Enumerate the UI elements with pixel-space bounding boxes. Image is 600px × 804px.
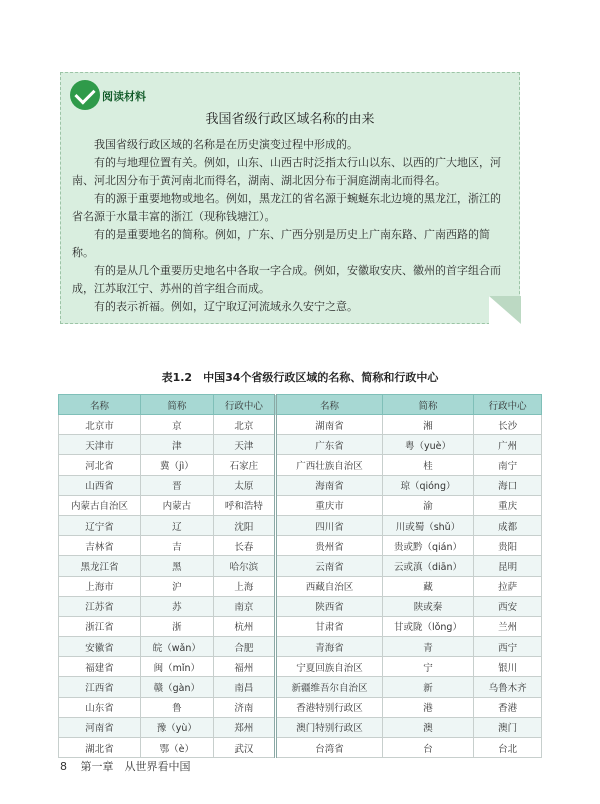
table-header-row <box>59 395 542 415</box>
cell-name: 青海省 <box>276 637 382 657</box>
cell-capital: 重庆 <box>474 495 542 515</box>
cell-capital: 石家庄 <box>213 455 276 475</box>
cell-name: 澳门特别行政区 <box>276 717 382 737</box>
cell-abbr: 吉 <box>141 536 213 556</box>
cell-abbr: 京 <box>141 415 213 435</box>
cell-abbr: 云或滇（diān） <box>382 556 474 576</box>
cell-abbr: 宁 <box>382 657 474 677</box>
cell-abbr: 沪 <box>141 576 213 596</box>
table-row <box>59 637 542 657</box>
cell-name: 台湾省 <box>276 738 382 758</box>
cell-capital: 南昌 <box>213 677 276 697</box>
cell-capital: 南京 <box>213 596 276 616</box>
cell-abbr: 内蒙古 <box>141 495 213 515</box>
cell-name: 重庆市 <box>276 495 382 515</box>
cell-abbr: 琼（qióng） <box>382 475 474 495</box>
cell-capital: 济南 <box>213 697 276 717</box>
cell-capital: 广州 <box>474 435 542 455</box>
cell-name: 湖南省 <box>276 415 382 435</box>
table-row <box>59 616 542 636</box>
cell-abbr: 港 <box>382 697 474 717</box>
cell-name: 四川省 <box>276 515 382 535</box>
cell-capital: 上海 <box>213 576 276 596</box>
cell-abbr: 粤（yuè） <box>382 435 474 455</box>
cell-abbr: 藏 <box>382 576 474 596</box>
cell-capital: 天津 <box>213 435 276 455</box>
cell-name: 天津市 <box>59 435 141 455</box>
reading-title: 我国省级行政区域名称的由来 <box>205 112 375 127</box>
cell-capital: 南宁 <box>474 455 542 475</box>
page-footer <box>60 758 191 774</box>
cell-capital: 成都 <box>474 515 542 535</box>
table-row <box>59 415 542 435</box>
cell-name: 河北省 <box>59 455 141 475</box>
table-caption: 表1.2 中国34个省级行政区域的名称、简称和行政中心 <box>161 371 439 384</box>
cell-name: 西藏自治区 <box>276 576 382 596</box>
header-name: 名称 <box>276 395 382 415</box>
cell-capital: 福州 <box>213 657 276 677</box>
cell-capital: 兰州 <box>474 616 542 636</box>
cell-name: 江西省 <box>59 677 141 697</box>
cell-name: 广东省 <box>276 435 382 455</box>
cell-capital: 拉萨 <box>474 576 542 596</box>
table-row <box>59 475 542 495</box>
cell-abbr: 渝 <box>382 495 474 515</box>
reading-paragraph: 有的表示祈福。例如，辽宁取辽河流域永久安宁之意。 <box>94 300 358 313</box>
header-name: 名称 <box>59 395 141 415</box>
cell-abbr: 鄂（è） <box>141 738 213 758</box>
cell-abbr: 浙 <box>141 616 213 636</box>
cell-name: 湖北省 <box>59 738 141 758</box>
cell-name: 海南省 <box>276 475 382 495</box>
header-abbr: 简称 <box>382 395 474 415</box>
cell-name: 甘肃省 <box>276 616 382 636</box>
cell-name: 云南省 <box>276 556 382 576</box>
cell-capital: 银川 <box>474 657 542 677</box>
page-number: 8 <box>60 760 67 773</box>
table-row <box>59 657 542 677</box>
cell-name: 辽宁省 <box>59 515 141 535</box>
cell-abbr: 甘或陇（lǒng） <box>382 616 474 636</box>
cell-abbr: 川或蜀（shǔ） <box>382 515 474 535</box>
reading-paragraph: 我国省级行政区域的名称是在历史演变过程中形成的。 <box>94 138 358 151</box>
cell-capital: 香港 <box>474 697 542 717</box>
cell-capital: 贵阳 <box>474 536 542 556</box>
reading-paragraph: 有的源于重要地物或地名。例如，黑龙江的省名源于蜿蜒东北边境的黑龙江，浙江的省名源于水量丰富的浙江（现称钱塘江）。 <box>72 192 501 223</box>
header-capital: 行政中心 <box>213 395 276 415</box>
cell-capital: 昆明 <box>474 556 542 576</box>
table-row <box>59 455 542 475</box>
table-row <box>59 495 542 515</box>
cell-name: 北京市 <box>59 415 141 435</box>
cell-abbr: 豫（yù） <box>141 717 213 737</box>
reading-paragraph: 有的是重要地名的简称。例如，广东、广西分别是历史上广南东路、广南西路的简称。 <box>72 228 490 259</box>
cell-capital: 武汉 <box>213 738 276 758</box>
cell-abbr: 晋 <box>141 475 213 495</box>
cell-name: 浙江省 <box>59 616 141 636</box>
reading-tag: 阅读材料 <box>102 90 146 103</box>
cell-capital: 长沙 <box>474 415 542 435</box>
table-row <box>59 717 542 737</box>
cell-name: 上海市 <box>59 576 141 596</box>
cell-name: 新疆维吾尔自治区 <box>276 677 382 697</box>
reading-paragraph: 有的是从几个重要历史地名中各取一字合成。例如，安徽取安庆、徽州的首字组合而成，江苏取江宁、苏州的首字组合而成。 <box>72 264 501 295</box>
table-row <box>59 596 542 616</box>
cell-capital: 北京 <box>213 415 276 435</box>
cell-abbr: 桂 <box>382 455 474 475</box>
cell-capital: 台北 <box>474 738 542 758</box>
cell-abbr: 贵或黔（qián） <box>382 536 474 556</box>
chapter-title: 第一章 从世界看中国 <box>80 760 191 773</box>
cell-name: 河南省 <box>59 717 141 737</box>
cell-capital: 哈尔滨 <box>213 556 276 576</box>
cell-capital: 乌鲁木齐 <box>474 677 542 697</box>
cell-abbr: 澳 <box>382 717 474 737</box>
cell-name: 福建省 <box>59 657 141 677</box>
table-row <box>59 697 542 717</box>
cell-name: 宁夏回族自治区 <box>276 657 382 677</box>
cell-abbr: 鲁 <box>141 697 213 717</box>
table-row <box>59 435 542 455</box>
cell-name: 黑龙江省 <box>59 556 141 576</box>
cell-abbr: 湘 <box>382 415 474 435</box>
cell-capital: 西安 <box>474 596 542 616</box>
cell-capital: 西宁 <box>474 637 542 657</box>
cell-abbr: 闽（mǐn） <box>141 657 213 677</box>
table-row <box>59 677 542 697</box>
cell-capital: 海口 <box>474 475 542 495</box>
cell-name: 山东省 <box>59 697 141 717</box>
table-row <box>59 556 542 576</box>
cell-name: 内蒙古自治区 <box>59 495 141 515</box>
cell-capital: 呼和浩特 <box>213 495 276 515</box>
cell-abbr: 皖（wǎn） <box>141 637 213 657</box>
province-table <box>58 394 542 758</box>
cell-name: 香港特别行政区 <box>276 697 382 717</box>
cell-name: 江苏省 <box>59 596 141 616</box>
cell-abbr: 冀（jì） <box>141 455 213 475</box>
cell-name: 安徽省 <box>59 637 141 657</box>
cell-name: 吉林省 <box>59 536 141 556</box>
cell-capital: 太原 <box>213 475 276 495</box>
cell-abbr: 青 <box>382 637 474 657</box>
table-row <box>59 576 542 596</box>
cell-abbr: 台 <box>382 738 474 758</box>
cell-abbr: 苏 <box>141 596 213 616</box>
cell-name: 山西省 <box>59 475 141 495</box>
cell-abbr: 陕或秦 <box>382 596 474 616</box>
cell-name: 广西壮族自治区 <box>276 455 382 475</box>
table-row <box>59 515 542 535</box>
cell-abbr: 津 <box>141 435 213 455</box>
cell-capital: 合肥 <box>213 637 276 657</box>
cell-capital: 澳门 <box>474 717 542 737</box>
cell-name: 贵州省 <box>276 536 382 556</box>
cell-name: 陕西省 <box>276 596 382 616</box>
cell-capital: 郑州 <box>213 717 276 737</box>
cell-capital: 长春 <box>213 536 276 556</box>
cell-abbr: 黑 <box>141 556 213 576</box>
cell-capital: 杭州 <box>213 616 276 636</box>
cell-abbr: 辽 <box>141 515 213 535</box>
reading-paragraph: 有的与地理位置有关。例如，山东、山西古时泛指太行山以东、以西的广大地区，河南、河北因分布于黄河南北而得名，湖南、湖北因分布于洞庭湖南北而得名。 <box>72 156 501 187</box>
header-abbr: 简称 <box>141 395 213 415</box>
cell-abbr: 新 <box>382 677 474 697</box>
cell-capital: 沈阳 <box>213 515 276 535</box>
cell-abbr: 赣（gàn） <box>141 677 213 697</box>
header-capital: 行政中心 <box>474 395 542 415</box>
table-row <box>59 738 542 758</box>
table-row <box>59 536 542 556</box>
